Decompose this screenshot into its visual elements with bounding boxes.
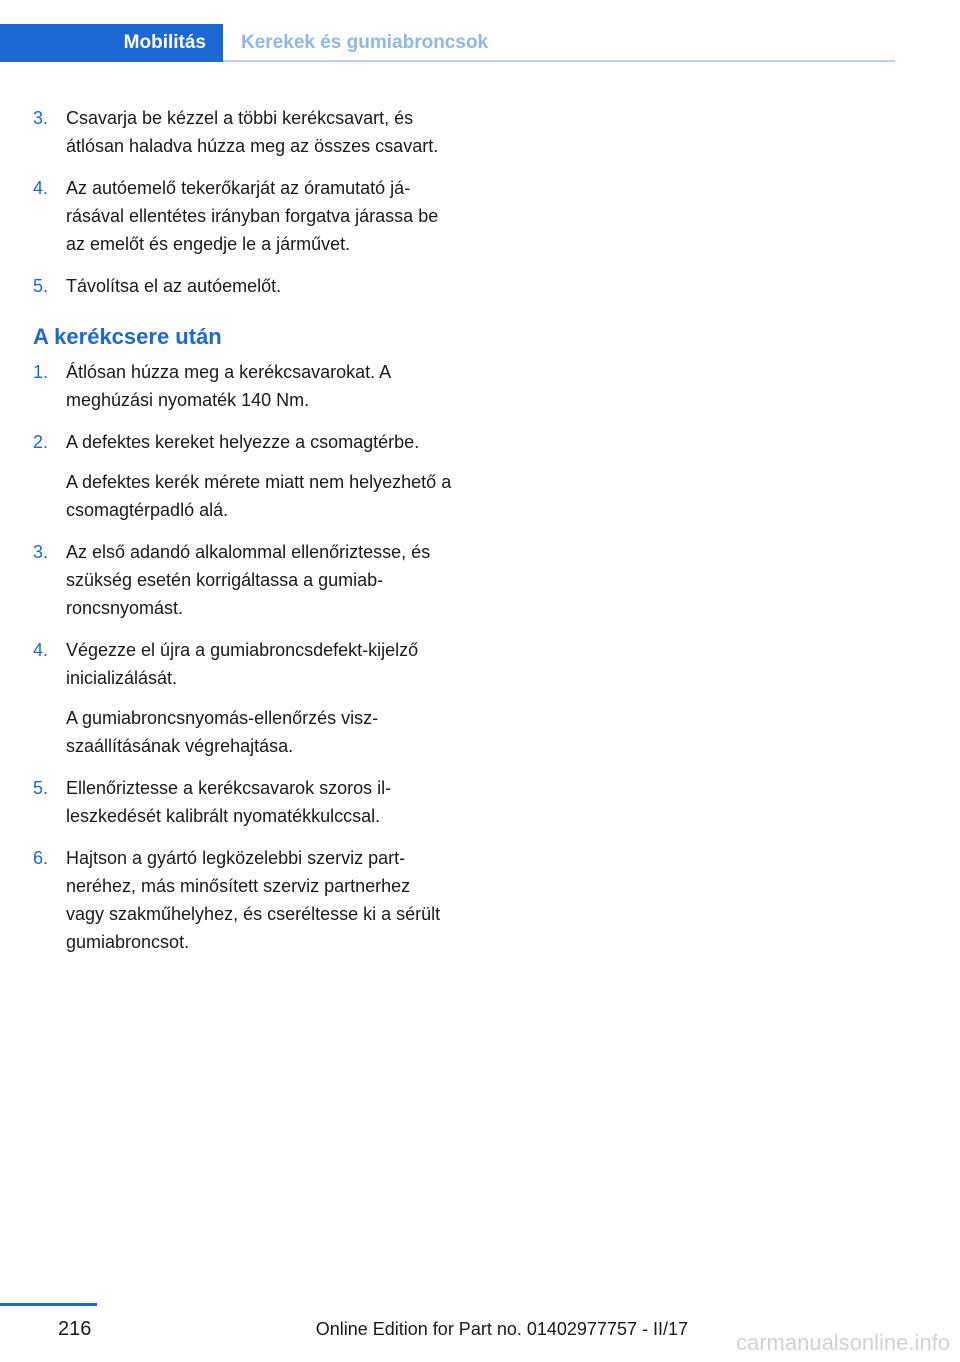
step-text: A defektes kereket helyezze a csomagtérbe. — [66, 432, 420, 452]
list-item — [33, 358, 453, 414]
step-text: Hajtson a gyártó legközelebbi szerviz partneréhez, más minősített szerviz partnerhez vagy szakműhelyhez, és cseréltesse ki a sérült gumiabroncsot. — [66, 848, 441, 952]
page-header — [0, 0, 896, 62]
chapter-tab: Mobilitás — [0, 24, 223, 62]
step-number: 4. — [33, 640, 49, 660]
edition-label: Online Edition for Part no. 01402977757 - II/17 — [315, 1319, 688, 1339]
page-number: 216 — [58, 1318, 92, 1340]
list-item — [33, 636, 453, 760]
step-number: 1. — [33, 362, 49, 382]
step-number: 2. — [33, 432, 49, 452]
list-item — [33, 428, 453, 524]
step-text: Az autóemelő tekerőkarját az óramutató járásával ellentétes irányban forgatva járassa be az emelőt és engedje le a járművet. — [66, 178, 439, 254]
section-heading: A kerékcsere után — [33, 324, 222, 349]
step-number: 3. — [33, 542, 49, 562]
step-number: 5. — [33, 778, 49, 798]
step-note: A defektes kerék mérete miatt nem helyezhető a csomagtérpadló alá. — [66, 472, 452, 520]
step-number: 5. — [33, 276, 49, 296]
step-text: Ellenőriztesse a kerékcsavarok szoros illeszkedését kalibrált nyomatékkulccsal. — [66, 778, 392, 826]
list-item — [33, 174, 453, 258]
step-number: 6. — [33, 848, 49, 868]
section-title-header: Kerekek és gumiabroncsok — [241, 32, 489, 53]
step-text: Átlósan húzza meg a kerékcsavarokat. A meghúzási nyomaték 140 Nm. — [66, 362, 391, 410]
step-text: Csavarja be kézzel a többi kerékcsavart, és átlósan haladva húzza meg az összes csavart. — [66, 108, 439, 156]
steps-list — [33, 358, 453, 956]
main-content — [33, 104, 453, 970]
step-note: A gumiabroncsnyomás-ellenőrzés viszszaállításának végrehajtása. — [66, 708, 379, 756]
step-number: 4. — [33, 178, 49, 198]
intro-steps — [33, 104, 453, 300]
step-number: 3. — [33, 108, 49, 128]
step-text: Az első adandó alkalommal ellenőriztesse, és szükség esetén korrigáltassa a gumiabroncsnyomást. — [66, 542, 431, 618]
footer-rule — [0, 1303, 97, 1306]
step-text: Távolítsa el az autóemelőt. — [66, 276, 282, 296]
list-item — [33, 272, 453, 300]
header-rule — [223, 60, 895, 62]
list-item — [33, 104, 453, 160]
list-item — [33, 774, 453, 830]
list-item — [33, 844, 453, 956]
list-item — [33, 538, 453, 622]
step-text: Végezze el újra a gumiabroncsdefekt-kijelző inicializálását. — [66, 640, 419, 688]
watermark: carmanualsonline.info — [735, 1330, 950, 1355]
